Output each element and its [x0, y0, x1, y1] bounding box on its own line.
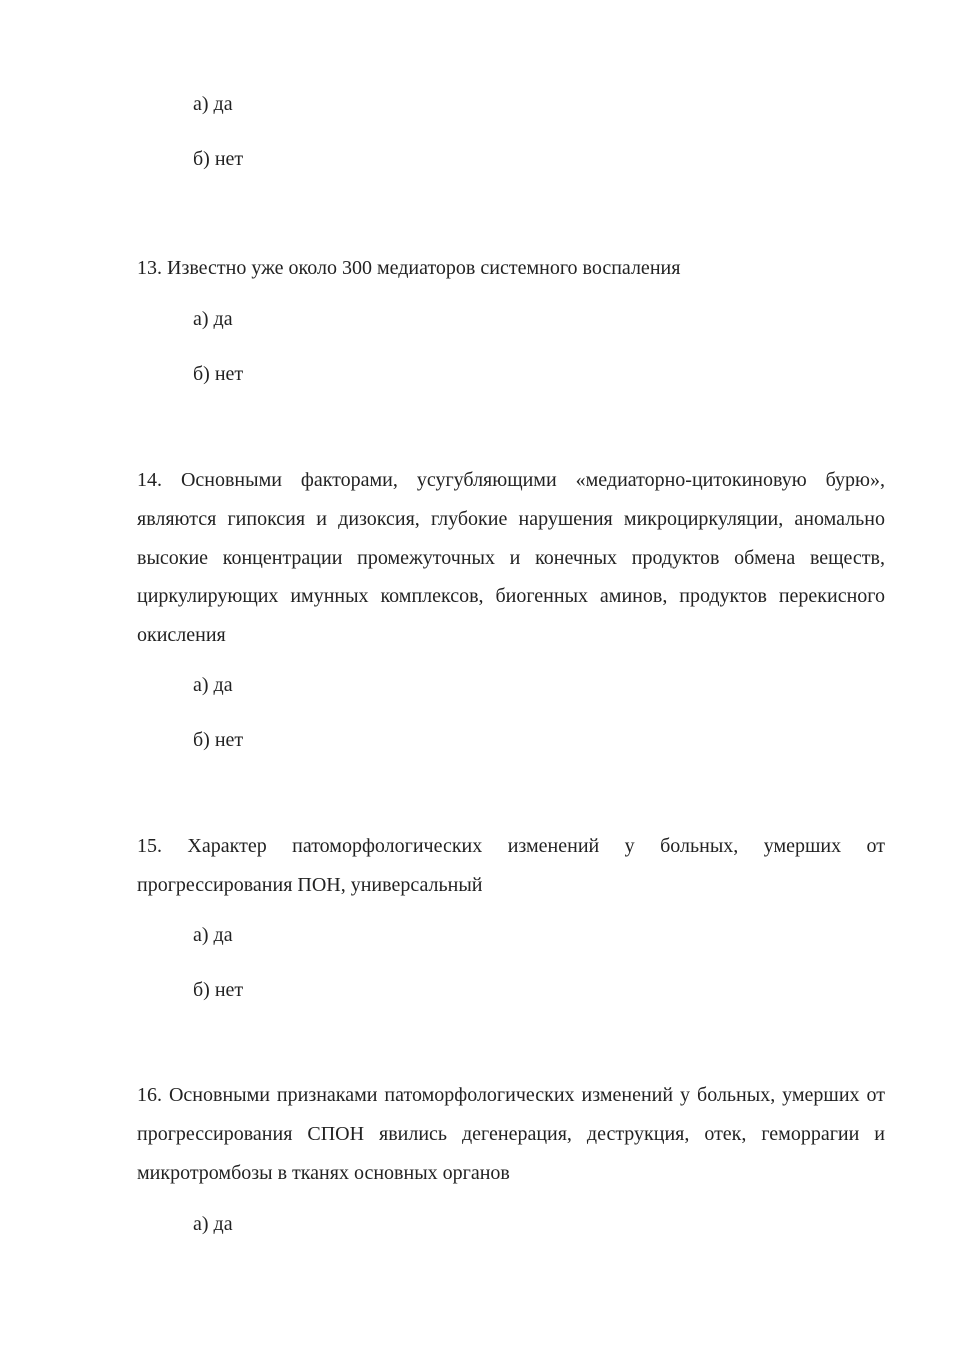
question-13-text: 13. Известно уже около 300 медиаторов системного воспаления [137, 257, 681, 279]
answer-option-b: б) нет [193, 148, 244, 170]
question-13-option-b: б) нет [193, 363, 244, 385]
question-14-text: 14. Основными факторами, усугубляющими «медиаторно-цитокиновую бурю», являются гипоксия и дизоксия, глубокие нарушения микроциркуляции, аномально высокие концентрации промежуточных и конечных продуктов обмена веществ, циркулирующих имунных комплексов, биогенных аминов, продуктов перекисного окисления [137, 469, 885, 646]
answer-option-a: а) да [193, 93, 233, 115]
question-14-option-b: б) нет [193, 729, 244, 751]
question-16-text: 16. Основными признаками патоморфологических изменений у больных, умерших от прогрессирования СПОН явились дегенерация, деструкция, отек, геморрагии и микротромбозы в тканях основных органов [137, 1084, 885, 1184]
question-15-text: 15. Характер патоморфологических изменений у больных, умерших от прогрессирования ПОН, универсальный [137, 835, 885, 896]
question-13-option-a: а) да [193, 308, 233, 330]
question-16-option-a: а) да [193, 1213, 233, 1235]
question-15-option-a: а) да [193, 924, 233, 946]
question-15-option-b: б) нет [193, 979, 244, 1001]
question-14-option-a: а) да [193, 674, 233, 696]
